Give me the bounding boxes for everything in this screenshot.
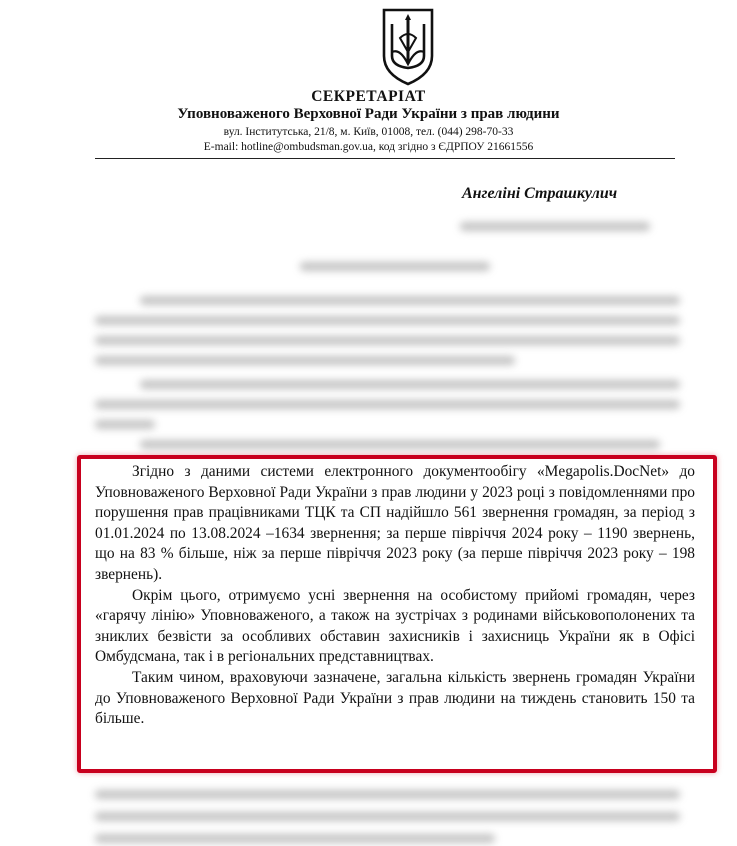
paragraph-2: Окрім цього, отримуємо усні звернення на особистому прийомі громадян, через «гарячу лінію» Уповноваженого, а також на зустрічах з родинами військовополонених та зниклих безвісти за особливих обставин захисників і захисниць України як в Офісі Омбудсмана, так і в регіональних представництвах. <box>95 586 695 666</box>
trident-emblem-icon <box>381 8 435 86</box>
paragraph-3: Таким чином, враховуючи зазначене, загальна кількість звернень громадян України до Уповноваженого Верховної Ради України з прав людини на тиждень становить 150 та більше. <box>95 668 695 728</box>
recipient-name: Ангеліні Страшкулич <box>462 185 618 202</box>
org-title: СЕКРЕТАРІАТ <box>311 88 426 105</box>
header-divider <box>95 158 675 159</box>
paragraph-1: Згідно з даними системи електронного документообігу «Megapolis.DocNet» до Уповноваженого Верховної Ради України з прав людини у 2023 році з повідомленнями про порушення прав працівниками ТЦК та СП надійшло 561 звернення громадян, за період з 01.01.2024 по 13.08.2024 –1634 звернення; за перше півріччя 2024 року – 1190 звернень, що на 83 % більше, ніж за перше півріччя 2023 року (за перше півріччя 2023 року – 198 звернень). <box>95 463 695 583</box>
org-subtitle: Уповноваженого Верховної Ради України з прав людини <box>177 106 560 122</box>
address-line: вул. Інститутська, 21/8, м. Київ, 01008, тел. (044) 298-70-33 <box>223 126 514 138</box>
contact-line: E-mail: hotline@ombudsman.gov.ua, код згідно з ЄДРПОУ 21661556 <box>203 141 534 153</box>
highlighted-text-block <box>95 462 695 730</box>
